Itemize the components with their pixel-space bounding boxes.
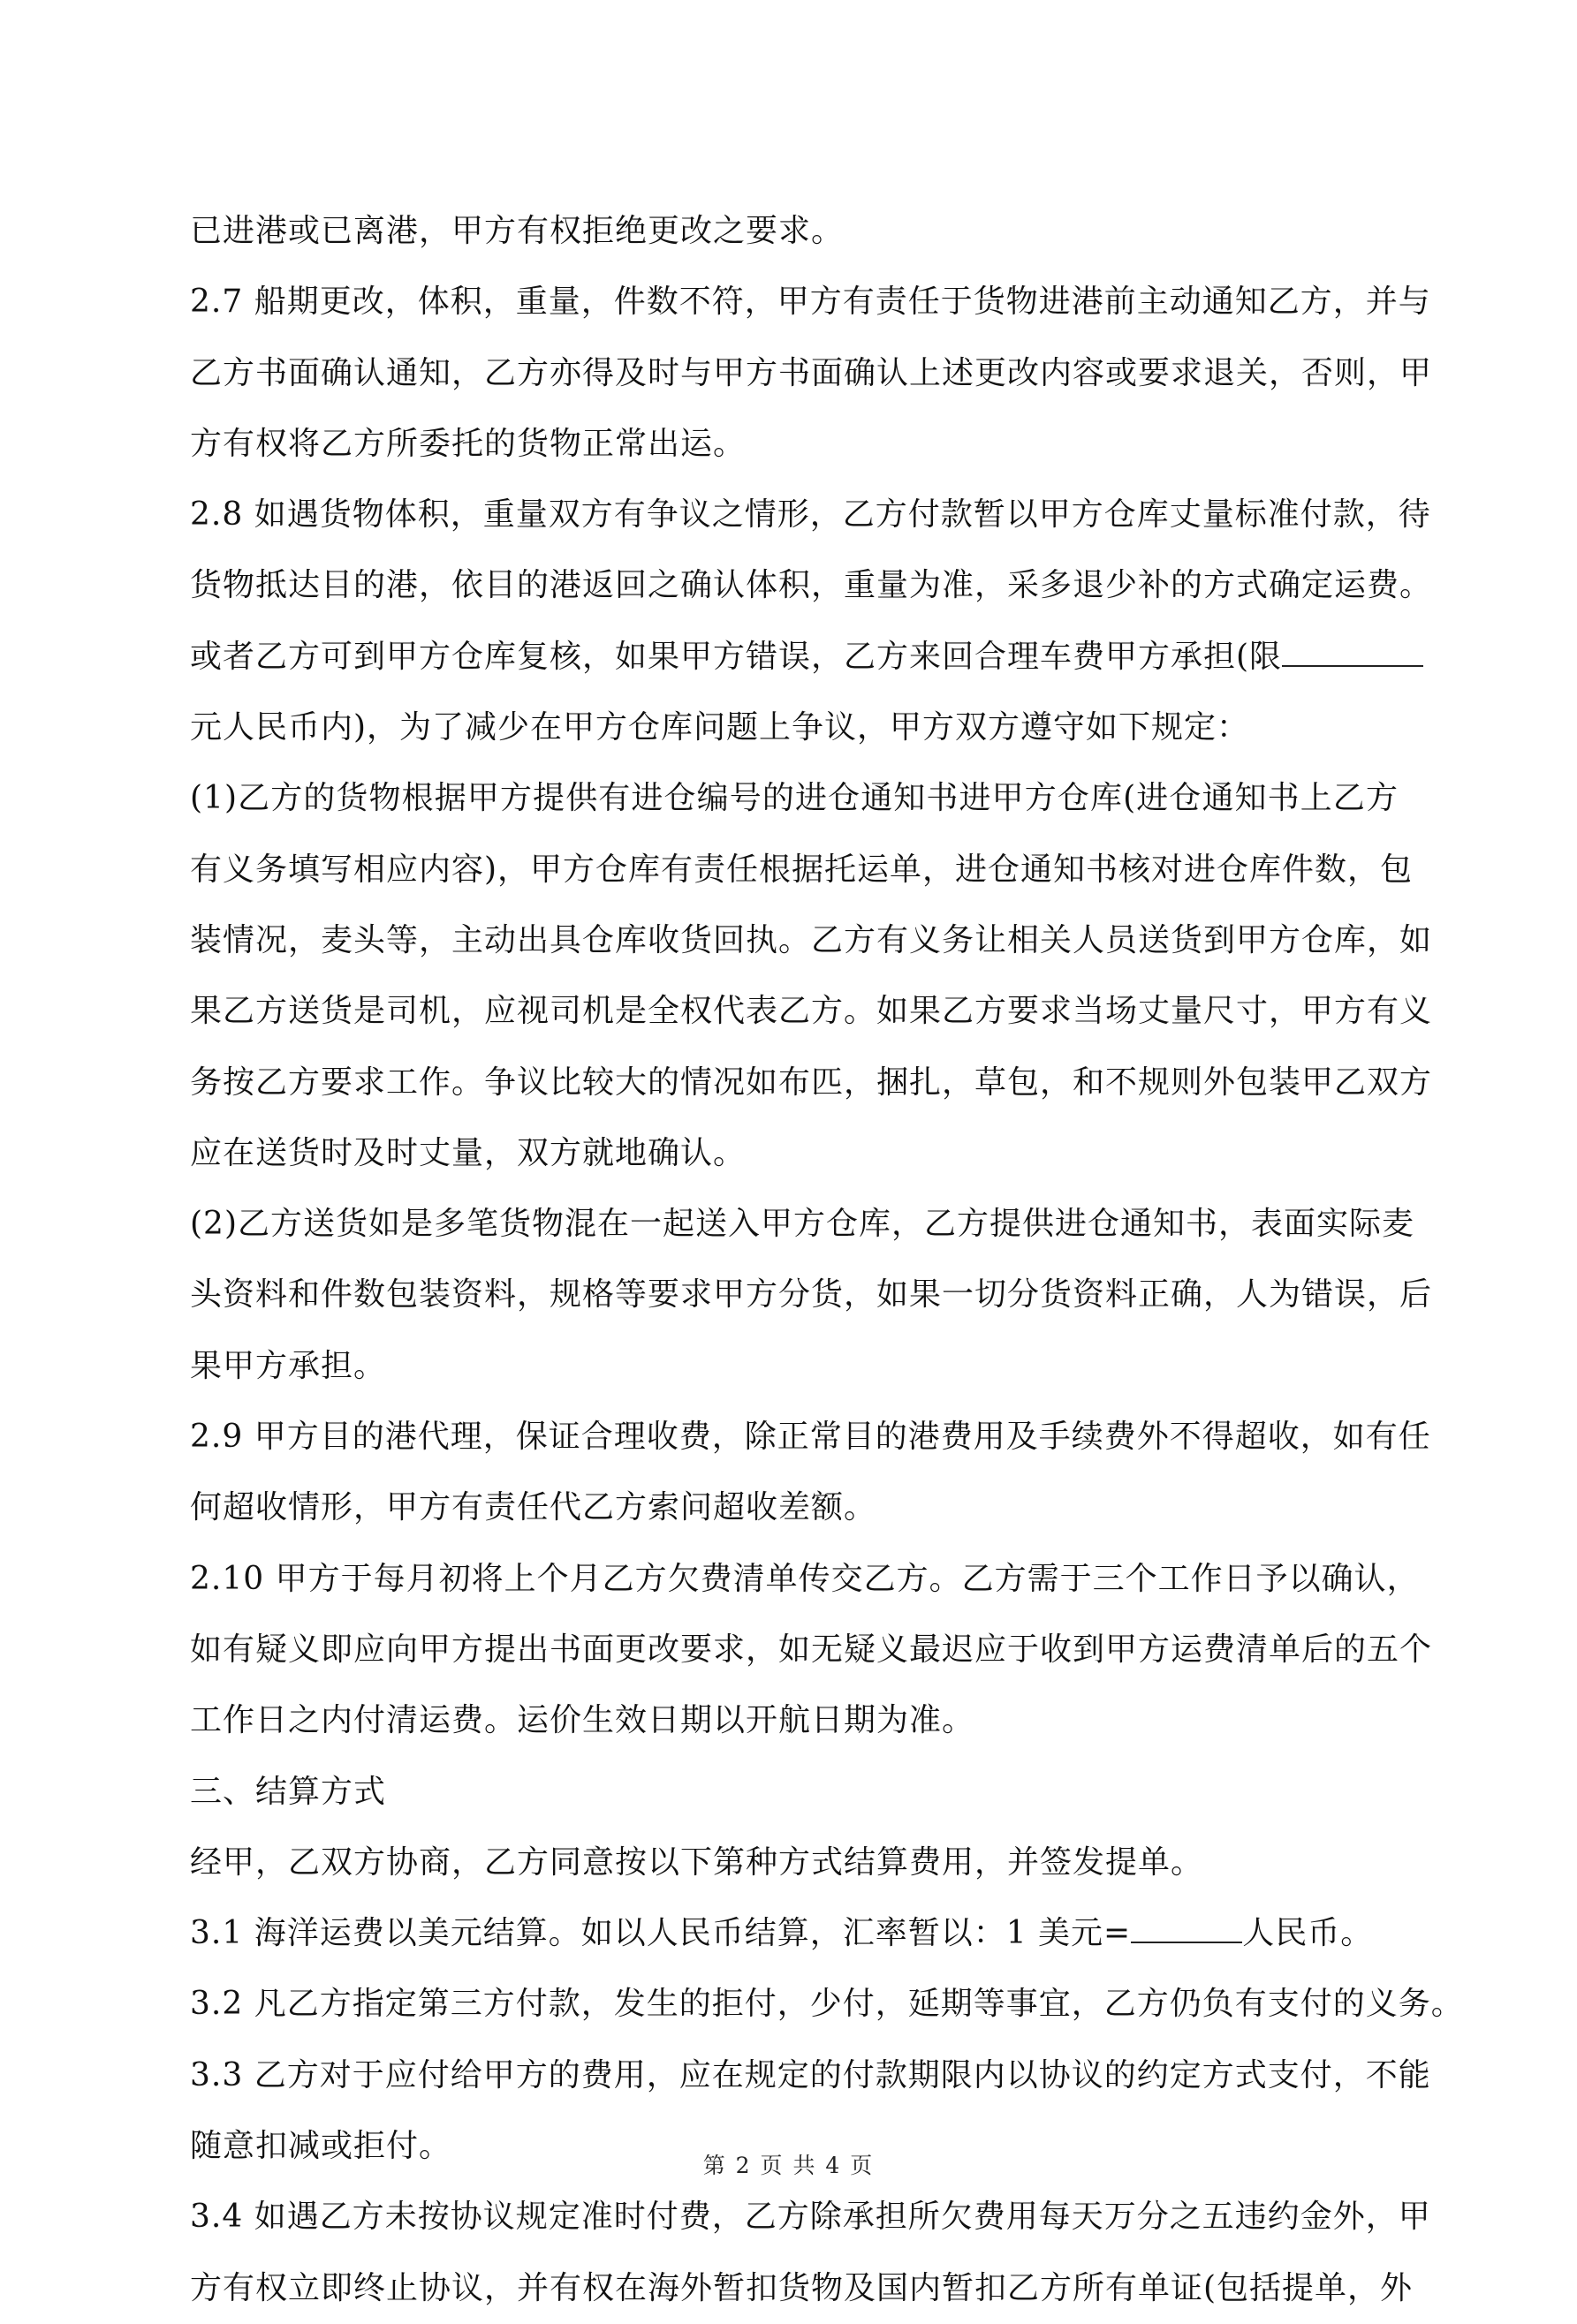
- text-line: 有义务填写相应内容)，甲方仓库有责任根据托运单，进仓通知书核对进仓库件数，包: [190, 851, 1414, 888]
- text-line: 果乙方送货是司机，应视司机是全权代表乙方。如果乙方要求当场丈量尺寸，甲方有义: [190, 993, 1433, 1030]
- text-line: 务按乙方要求工作。争议比较大的情况如布匹，捆扎，草包，和不规则外包装甲乙双方: [190, 1064, 1433, 1101]
- text-line: 乙方书面确认通知，乙方亦得及时与甲方书面确认上述更改内容或要求退关，否则，甲: [190, 354, 1433, 391]
- text-line: 随意扣减或拒付。: [190, 2128, 452, 2165]
- text-line: 果甲方承担。: [190, 1347, 387, 1384]
- document-body: [190, 196, 1464, 2324]
- text-segment: 3.1 海洋运费以美元结算。如以人民币结算，汇率暂以：1 美元=: [190, 1915, 1132, 1952]
- text-line: (2)乙方送货如是多笔货物混在一起送入甲方仓库，乙方提供进仓通知书，表面实际麦: [190, 1206, 1414, 1243]
- text-line: 方有权将乙方所委托的货物正常出运。: [190, 425, 747, 462]
- section-heading: 三、结算方式: [190, 1773, 387, 1810]
- text-line: 3.3 乙方对于应付给甲方的费用，应在规定的付款期限内以协议的约定方式支付，不能: [190, 2056, 1431, 2093]
- text-line: 元人民币内)，为了减少在甲方仓库问题上争议，甲方双方遵守如下规定：: [190, 709, 1250, 746]
- text-line: 2.9 甲方目的港代理，保证合理收费，除正常目的港费用及手续费外不得超收，如有任: [190, 1419, 1431, 1456]
- fill-in-blank: [1282, 630, 1423, 667]
- text-line: 已进港或已离港，甲方有权拒绝更改之要求。: [190, 213, 845, 249]
- fill-in-blank: [1131, 1906, 1242, 1943]
- text-line: 应在送货时及时丈量，双方就地确认。: [190, 1134, 747, 1171]
- text-line: 3.4 如遇乙方未按协议规定准时付费，乙方除承担所欠费用每天万分之五违约金外，甲: [190, 2199, 1431, 2236]
- text-line: 方有权立即终止协议，并有权在海外暂扣货物及国内暂扣乙方所有单证(包括提单，外: [190, 2269, 1414, 2306]
- text-line: 装情况，麦头等，主动出具仓库收货回执。乙方有义务让相关人员送货到甲方仓库，如: [190, 921, 1433, 958]
- text-line: 经甲，乙双方协商，乙方同意按以下第种方式结算费用，并签发提单。: [190, 1843, 1204, 1881]
- text-segment: 人民币。: [1242, 1915, 1374, 1952]
- text-line: 2.10 甲方于每月初将上个月乙方欠费清单传交乙方。乙方需于三个工作日予以确认，: [190, 1560, 1420, 1597]
- text-line: 工作日之内付清运费。运价生效日期以开航日期为准。: [190, 1702, 975, 1739]
- text-line: 如有疑义即应向甲方提出书面更改要求，如无疑义最迟应于收到甲方运费清单后的五个: [190, 1631, 1433, 1668]
- text-line: 何超收情形，甲方有责任代乙方索问超收差额。: [190, 1489, 877, 1526]
- text-line: (1)乙方的货物根据甲方提供有进仓编号的进仓通知书进甲方仓库(进仓通知书上乙方: [190, 780, 1399, 817]
- text-line-with-blank: [190, 622, 1399, 693]
- text-line: 货物抵达目的港，依目的港返回之确认体积，重量为准，采多退少补的方式确定运费。: [190, 567, 1433, 604]
- text-line: 2.8 如遇货物体积，重量双方有争议之情形，乙方付款暂以甲方仓库丈量标准付款，待: [190, 496, 1431, 534]
- text-line: 3.2 凡乙方指定第三方付款，发生的拒付，少付，延期等事宜，乙方仍负有支付的义务。: [190, 1986, 1464, 2023]
- text-line: 2.7 船期更改，体积，重量，件数不符，甲方有责任于货物进港前主动通知乙方，并与: [190, 284, 1431, 321]
- text-segment: 或者乙方可到甲方仓库复核，如果甲方错误，乙方来回合理车费甲方承担(限: [190, 638, 1283, 675]
- page-number-footer: 第 2 页 共 4 页: [702, 2153, 875, 2178]
- text-line-with-blank: [190, 1898, 1399, 1969]
- text-line: 头资料和件数包装资料，规格等要求甲方分货，如果一切分货资料正确，人为错误，后: [190, 1276, 1433, 1313]
